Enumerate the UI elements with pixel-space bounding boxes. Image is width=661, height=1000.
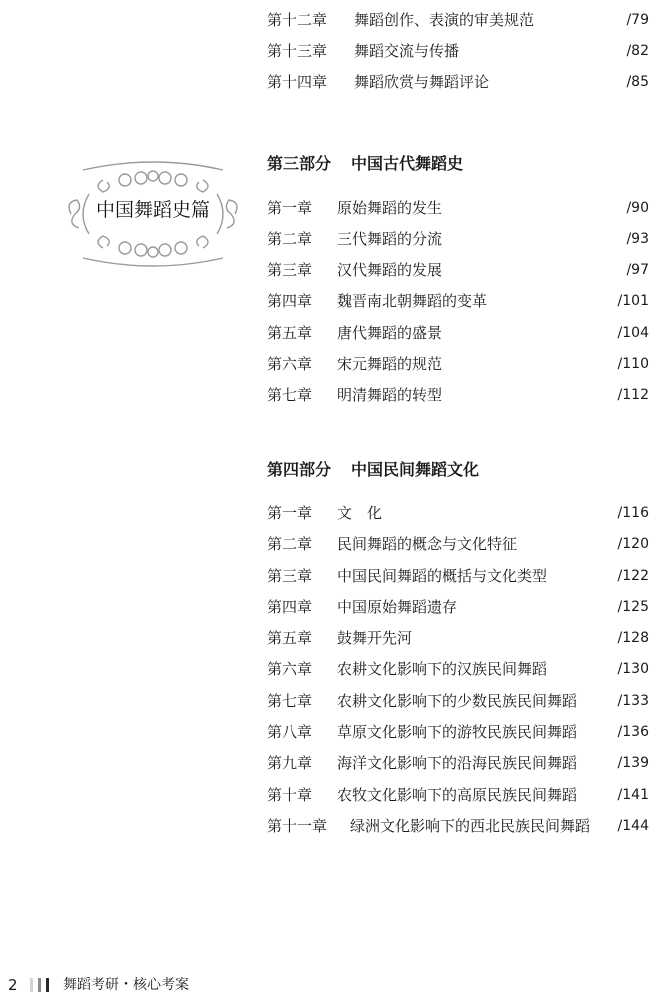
footer-bars-icon	[30, 978, 56, 992]
chapter-title: 海洋文化影响下的沿海民族民间舞蹈	[337, 754, 578, 772]
chapter-title: 舞蹈交流与传播	[354, 42, 460, 60]
page-ref: /141	[617, 787, 649, 803]
page-ref: /90	[626, 200, 649, 216]
toc-entry	[267, 39, 649, 63]
chapter-title: 舞蹈创作、表演的审美规范	[354, 11, 535, 29]
toc-entry	[267, 501, 649, 525]
toc-entry	[267, 689, 649, 713]
chapter-title: 中国原始舞蹈遗存	[337, 598, 458, 616]
chapter-title: 宋元舞蹈的规范	[337, 355, 443, 373]
toc-entry	[267, 720, 649, 744]
chapter-number: 第十章	[267, 786, 313, 804]
part-title: 中国古代舞蹈史	[351, 154, 464, 173]
toc-entry	[267, 783, 649, 807]
chapter-number: 第一章	[267, 504, 313, 522]
toc-entry	[267, 532, 649, 556]
toc-entry	[267, 814, 649, 838]
page-ref: /112	[617, 387, 649, 403]
chapter-title: 三代舞蹈的分流	[337, 230, 443, 248]
footer-bar	[38, 978, 41, 992]
chapter-number: 第八章	[267, 723, 313, 741]
toc-entry	[267, 595, 649, 619]
chapter-number: 第一章	[267, 199, 313, 217]
part-heading	[267, 152, 463, 176]
toc-entry	[267, 8, 649, 32]
toc-entry	[267, 258, 649, 282]
part-number: 第四部分	[267, 460, 332, 479]
part-title: 中国民间舞蹈文化	[351, 460, 480, 479]
toc-entry	[267, 657, 649, 681]
toc-entry	[267, 626, 649, 650]
chapter-title: 汉代舞蹈的发展	[337, 261, 443, 279]
chapter-title: 原始舞蹈的发生	[337, 199, 443, 217]
chapter-title: 舞蹈欣赏与舞蹈评论	[354, 73, 490, 91]
page-ref: /125	[617, 599, 649, 615]
section-tab-label: 中国舞蹈史篇	[95, 199, 210, 221]
chapter-number: 第十三章	[267, 42, 328, 60]
section-tab-emblem	[63, 158, 243, 270]
chapter-number: 第二章	[267, 230, 313, 248]
page-ref: /104	[617, 325, 649, 341]
chapter-title: 鼓舞开先河	[337, 629, 413, 647]
page-ref: /130	[617, 661, 649, 677]
chapter-number: 第十一章	[267, 817, 328, 835]
chapter-title: 农牧文化影响下的高原民族民间舞蹈	[337, 786, 578, 804]
page-ref: /128	[617, 630, 649, 646]
toc-entry	[267, 227, 649, 251]
chapter-number: 第三章	[267, 261, 313, 279]
chapter-title: 中国民间舞蹈的概括与文化类型	[337, 567, 548, 585]
page-number: 2	[8, 976, 18, 994]
page-ref: /120	[617, 536, 649, 552]
chapter-number: 第七章	[267, 386, 313, 404]
page-ref: /133	[617, 693, 649, 709]
chapter-title: 绿洲文化影响下的西北民族民间舞蹈	[350, 817, 591, 835]
page-ref: /139	[617, 755, 649, 771]
chapter-number: 第三章	[267, 567, 313, 585]
footer-bar	[46, 978, 49, 992]
part-number: 第三部分	[267, 154, 332, 173]
chapter-number: 第六章	[267, 660, 313, 678]
toc-entry	[267, 70, 649, 94]
chapter-number: 第四章	[267, 292, 313, 310]
footer-bar	[30, 978, 33, 992]
toc-entry	[267, 289, 649, 313]
chapter-number: 第五章	[267, 629, 313, 647]
page-ref: /82	[626, 43, 649, 59]
chapter-title: 草原文化影响下的游牧民族民间舞蹈	[337, 723, 578, 741]
page-ref: /101	[617, 293, 649, 309]
chapter-title: 文 化	[337, 504, 383, 522]
book-title: 舞蹈考研・核心考案	[63, 977, 189, 993]
chapter-number: 第二章	[267, 535, 313, 553]
toc-entry	[267, 196, 649, 220]
chapter-number: 第六章	[267, 355, 313, 373]
toc-entry	[267, 352, 649, 376]
page-ref: /97	[626, 262, 649, 278]
page-ref: /110	[617, 356, 649, 372]
chapter-title: 农耕文化影响下的汉族民间舞蹈	[337, 660, 548, 678]
toc-entry	[267, 564, 649, 588]
page-ref: /85	[626, 74, 649, 90]
chapter-title: 明清舞蹈的转型	[337, 386, 443, 404]
chapter-number: 第十四章	[267, 73, 328, 91]
chapter-title: 民间舞蹈的概念与文化特征	[337, 535, 518, 553]
toc-entry	[267, 321, 649, 345]
page-ref: /122	[617, 568, 649, 584]
part-heading	[267, 458, 479, 482]
chapter-number: 第七章	[267, 692, 313, 710]
chapter-title: 农耕文化影响下的少数民族民间舞蹈	[337, 692, 578, 710]
chapter-number: 第五章	[267, 324, 313, 342]
chapter-number: 第九章	[267, 754, 313, 772]
toc-entry	[267, 383, 649, 407]
chapter-title: 魏晋南北朝舞蹈的变革	[337, 292, 488, 310]
chapter-number: 第十二章	[267, 11, 328, 29]
chapter-number: 第四章	[267, 598, 313, 616]
toc-entry	[267, 751, 649, 775]
page-ref: /144	[617, 818, 649, 834]
page-ref: /79	[626, 12, 649, 28]
chapter-title: 唐代舞蹈的盛景	[337, 324, 443, 342]
page-ref: /116	[617, 505, 649, 521]
page-ref: /93	[626, 231, 649, 247]
page-ref: /136	[617, 724, 649, 740]
